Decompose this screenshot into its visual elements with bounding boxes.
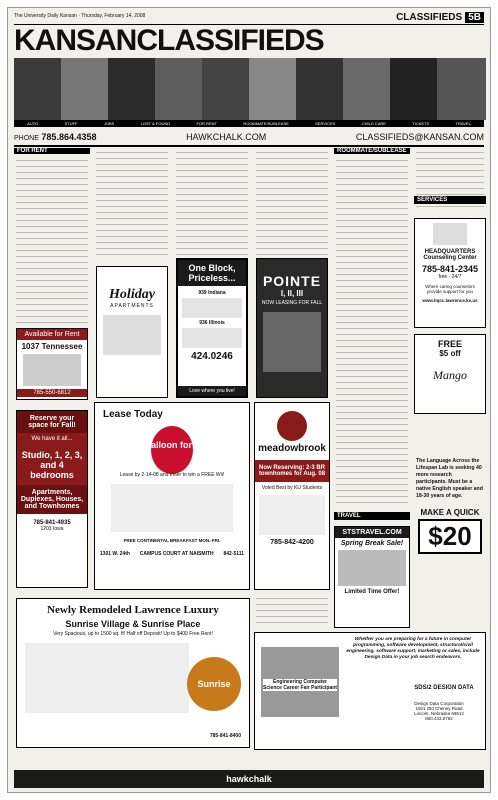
contact-bar [14, 129, 484, 147]
roommate-header: ROOMMATE/SUBLEASE [334, 148, 410, 154]
design-data-company: Design Data Corporation [414, 701, 464, 706]
tennessee-ad [16, 328, 88, 400]
category-lost-found[interactable]: LOST & FOUND [140, 121, 171, 126]
lease-address: 1301 W. 24th [99, 551, 130, 557]
ststravel-brand: STSTRAVEL.COM [335, 527, 409, 538]
language-make-quick: MAKE A QUICK [420, 508, 480, 517]
one-block-title: One Block, Priceless... [178, 260, 246, 286]
meadowbrook-voted: Voted Best by KU Students [261, 485, 323, 491]
kansan-classifieds-masthead: KANSANCLASSIFIEDS [14, 24, 324, 57]
holiday-photo [103, 315, 161, 355]
sunrise-name: Sunrise Village & Sunrise Place [65, 619, 201, 629]
listing-lines-4 [254, 148, 330, 258]
section-number: 5B [465, 12, 484, 23]
reserve-address: 1203 Iowa [40, 526, 64, 532]
pointe-photo [263, 312, 321, 372]
newspaper-page [7, 7, 491, 793]
headquarters-hours: free - 24/7 [438, 274, 462, 280]
category-travel[interactable]: TRAVEL [455, 121, 471, 126]
meadowbrook-phone: 785-842-4200 [270, 539, 314, 546]
mango-brand: Mango [433, 368, 467, 382]
ststravel-photo [338, 550, 406, 586]
headquarters-logo [433, 223, 467, 245]
mango-offer: FREE [437, 339, 462, 349]
design-data-brand: SDS/2 DESIGN DATA [414, 685, 474, 691]
headquarters-slogan: Where caring counselors provide support for you [425, 284, 475, 294]
ststravel-headline: Spring Break Sale! [340, 540, 404, 547]
travel-header: TRAVEL [334, 512, 410, 520]
lease-brand: CAMPUS COURT AT NAISMITH [139, 551, 214, 557]
listing-lines-2 [94, 148, 170, 258]
meadowbrook-name: meadowbrook [258, 443, 326, 454]
lease-dates: Lease by 2-14-08 and enter to win a FREE Wii! [119, 472, 225, 478]
language-lab-ad [414, 456, 486, 622]
category-stuff[interactable]: STUFF [64, 121, 78, 126]
sunrise-title: Newly Remodeled Lawrence Luxury [47, 604, 219, 616]
stuff-photo [61, 58, 109, 120]
meadowbrook-reserving: Now Reserving: 2-3 BR townhomes for Aug. 08 [255, 460, 329, 482]
mango-ad [414, 334, 486, 414]
engineering-label: Engineering Computer Science Career Fair Participant [263, 679, 337, 691]
lease-amenities [111, 484, 233, 532]
language-amount: $20 [418, 519, 482, 554]
design-data-contact [399, 701, 479, 721]
sunrise-phone: 785-841-8400 [209, 733, 241, 739]
tennessee-phone: 785-550-6812 [17, 389, 87, 397]
sunrise-details [25, 643, 189, 713]
reserve-line2: We have it all... [17, 433, 87, 445]
sunrise-brand: Sunrise [187, 657, 241, 711]
section-label: CLASSIFIEDS 5B [396, 12, 484, 23]
paper-dateline: The University Daily Kansan · Thursday, February 14, 2008 [14, 13, 146, 19]
holiday-apartments-ad [96, 266, 168, 398]
for-rent-header: FOR RENT [14, 148, 90, 154]
pointe-name: POINTE [262, 273, 322, 289]
balloon-icon [151, 426, 193, 474]
for-rent-column-4 [254, 148, 330, 258]
tickets-photo [390, 58, 438, 120]
engineering-headline: Whether you are preparing for a future in computer programming, software development, structural/civil engineering, software support, marketing or sales, include Design Data in your job search endeavors. [346, 637, 480, 660]
hawkchalk-footer: hawkchalk [14, 770, 484, 788]
category-jobs[interactable]: JOBS [103, 121, 115, 126]
lease-footer [95, 551, 249, 557]
design-data-phone: 800.443.0782 [425, 716, 453, 721]
one-block-address2: 936 Illinois [199, 320, 225, 326]
language-copy: The Language Across the Lifespan Lab is seeking 40 more research participants. Must be a native English speaker and 18-30 years of age. [416, 458, 483, 499]
roommate-photo [249, 58, 297, 120]
headquarters-web[interactable]: www.hqcc.lawrence.ks.us [422, 298, 478, 303]
category-bar [14, 120, 484, 127]
reserve-types: Apartments, Duplexes, Houses, and Townhomes [17, 485, 87, 514]
reserve-phone: 785-841-4935 [33, 520, 71, 526]
design-data-address: 1501 Old Cheney Road [415, 706, 463, 711]
holiday-name: Holiday [109, 287, 155, 302]
reserve-space-ad [16, 410, 88, 588]
meadowbrook-copy [259, 495, 325, 535]
roommate-lines-2 [254, 594, 330, 626]
lease-phone: 842-5111 [223, 551, 245, 557]
lease-today-ad [94, 402, 250, 590]
tennessee-floorplan [23, 354, 81, 386]
one-block-address1: 939 Indiana [198, 290, 226, 296]
lease-title: Lease Today [103, 409, 163, 420]
travel-photo [437, 58, 486, 120]
pointe-tag: NOW LEASING FOR FALL [261, 300, 323, 306]
headquarters-name: HEADQUARTERS Counseling Center [423, 249, 477, 261]
lease-promo: FREE CONTINENTAL BREAKFAST MON.-FRI. [123, 538, 221, 543]
one-block-priceless-ad [176, 258, 248, 398]
one-block-copy [182, 298, 242, 318]
email-contact[interactable]: CLASSIFIEDS@KANSAN.COM [355, 132, 484, 142]
one-block-copy-2 [182, 328, 242, 348]
listing-lines-3 [174, 148, 250, 258]
meadowbrook-ad [254, 402, 330, 590]
design-data-ad [254, 632, 486, 750]
holiday-sub: APARTMENTS [110, 303, 154, 309]
services-header: SERVICES [414, 196, 486, 204]
ststravel-ad [334, 526, 410, 628]
headquarters-phone: 785-841-2345 [421, 264, 479, 274]
pointe-ad [256, 258, 328, 398]
pointe-numbers: I, II, III [280, 289, 304, 298]
web-contact[interactable]: HAWKCHALK.COM [186, 132, 267, 142]
phone-contact: PHONE 785.864.4358 [14, 132, 97, 142]
meadowbrook-tree-icon [277, 411, 307, 441]
reserve-units: Studio, 1, 2, 3, and 4 bedrooms [17, 445, 87, 485]
one-block-tag: Love where you live! [178, 386, 246, 396]
lost-found-photo [155, 58, 203, 120]
sunrise-offer: Very Spacious, up to 1500 sq. ft! Half off Deposit! Up to $400 Free Rent! [53, 631, 213, 637]
category-auto[interactable]: AUTO [27, 121, 39, 126]
jobs-photo [108, 58, 156, 120]
sunrise-village-ad [16, 598, 250, 748]
one-block-phone: 424.0246 [191, 351, 233, 362]
headquarters-ad [414, 218, 486, 328]
auto-photo [14, 58, 62, 120]
roommate-listings [254, 594, 330, 626]
for-rent-column-3 [174, 148, 250, 258]
mango-amount: $5 off [439, 349, 461, 358]
category-photo-strip [14, 58, 484, 120]
for-rent-photo [202, 58, 250, 120]
category-services[interactable]: SERVICES [315, 121, 336, 126]
tennessee-address: 1037 Tennessee [21, 342, 83, 351]
child-care-photo [343, 58, 391, 120]
roommate-lines [334, 156, 410, 503]
services-photo [296, 58, 344, 120]
category-tickets[interactable]: TICKETS [412, 121, 430, 126]
category-roommate[interactable]: ROOMMATE/SUBLEASE [243, 121, 289, 126]
category-for-rent[interactable]: FOR RENT [196, 121, 217, 126]
lease-balloon: Pop a Balloon for a Prize! [117, 440, 227, 450]
for-rent-column-2 [94, 148, 170, 258]
tennessee-title: Available for Rent [17, 329, 87, 340]
design-data-city: Lincoln, Nebraska 68512 [414, 711, 464, 716]
category-child-care[interactable]: CHILD CARE [361, 121, 386, 126]
reserve-line1: Reserve your space for Fall! [17, 411, 87, 433]
ststravel-limited: Limited Time Offer! [344, 589, 400, 595]
